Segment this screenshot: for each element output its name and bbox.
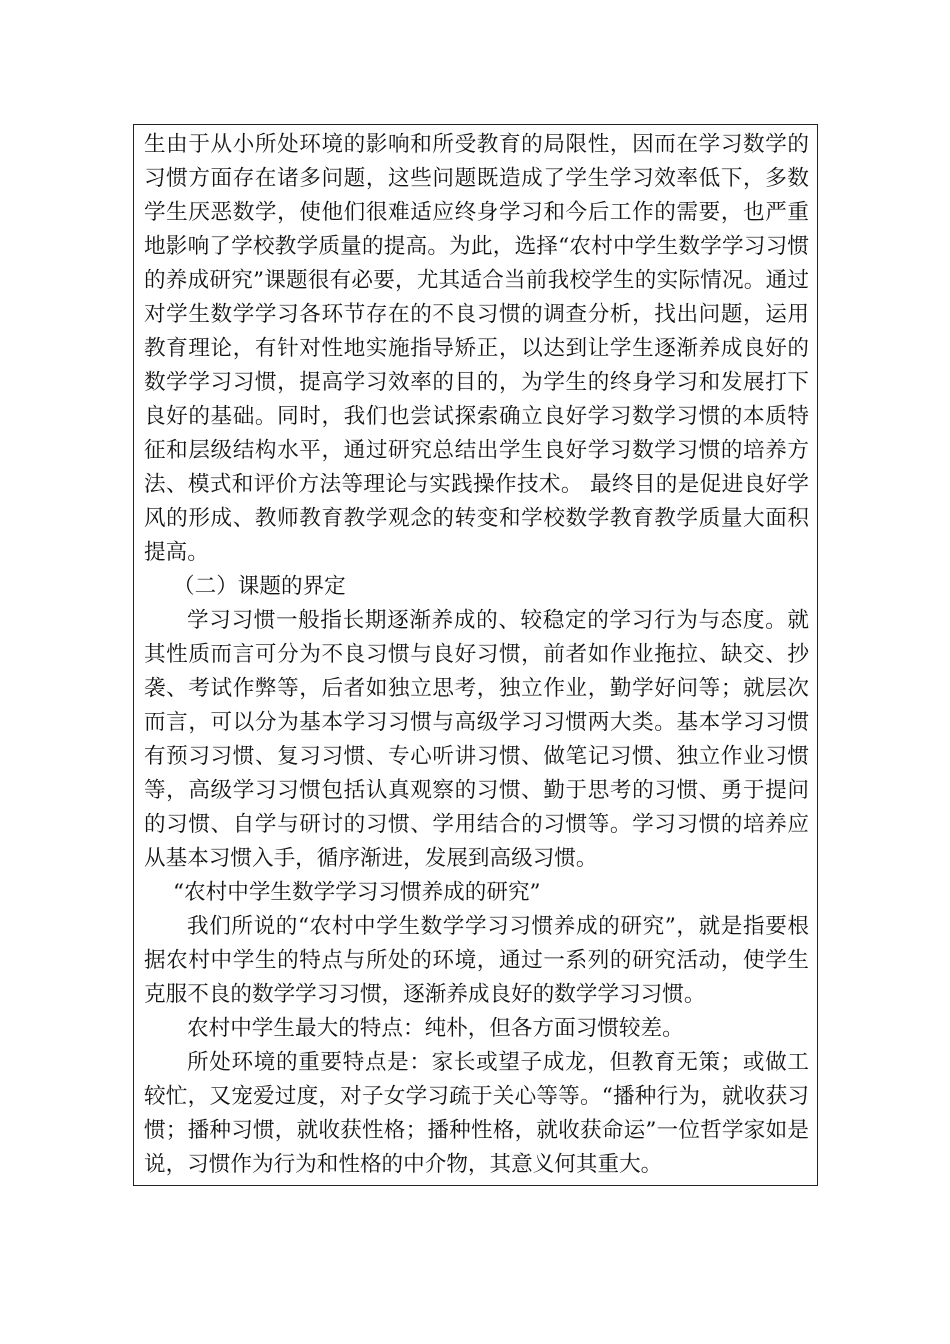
document-table-cell	[133, 124, 818, 1186]
paragraph-student-traits: 农村中学生最大的特点：纯朴，但各方面习惯较差。	[187, 1016, 684, 1041]
paragraph-research-meaning: 我们所说的“农村中学生数学学习习惯养成的研究”，就是指要根据农村中学生的特点与所处的环境，通过一系列的研究活动，使学生克服不良的数学学习习惯，逐渐养成良好的数学学习习惯。	[144, 914, 809, 1007]
section-heading-definition: （二）课题的界定	[173, 574, 346, 599]
paragraph-environment-traits: 所处环境的重要特点是：家长或望子成龙，但教育无策；或做工较忙，又宠爱过度，对子女学习疏于关心等等。“播种行为，就收获习惯；播种习惯，就收获性格；播种性格，就收获命运”一位哲学家如是说，习惯作为行为和性格的中介物，其意义何其重大。	[144, 1050, 809, 1177]
document-body	[144, 128, 809, 1182]
paragraph-study-habits-definition: 学习习惯一般指长期逐渐养成的、较稳定的学习行为与态度。就其性质而言可分为不良习惯与良好习惯，前者如作业拖拉、缺交、抄袭、考试作弊等，后者如独立思考，独立作业，勤学好问等；就层次而言，可以分为基本学习习惯与高级学习习惯两大类。基本学习习惯有预习习惯、复习习惯、专心听讲习惯、做笔记习惯、独立作业习惯等，高级学习习惯包括认真观察的习惯、勤于思考的习惯、勇于提问的习惯、自学与研讨的习惯、学用结合的习惯等。学习习惯的培养应从基本习惯入手，循序渐进，发展到高级习惯。	[144, 608, 809, 871]
subheading-research-title: “农村中学生数学学习习惯养成的研究”	[173, 880, 541, 905]
paragraph-background-continued: 生由于从小所处环境的影响和所受教育的局限性，因而在学习数学的习惯方面存在诸多问题，这些问题既造成了学生学习效率低下，多数学生厌恶数学，使他们很难适应终身学习和今后工作的需要，也严重地影响了学校教学质量的提高。为此，选择“农村中学生数学学习习惯的养成研究”课题很有必要，尤其适合当前我校学生的实际情况。通过对学生数学学习各环节存在的不良习惯的调查分析，找出问题，运用教育理论，有针对性地实施指导矫正，以达到让学生逐渐养成良好的数学学习习惯，提高学习效率的目的，为学生的终身学习和发展打下良好的基础。同时，我们也尝试探索确立良好学习数学习惯的本质特征和层级结构水平，通过研究总结出学生良好学习数学习惯的培养方法、模式和评价方法等理论与实践操作技术。 最终目的是促进良好学风的形成、教师教育教学观念的转变和学校数学教育教学质量大面积提高。	[144, 132, 809, 565]
